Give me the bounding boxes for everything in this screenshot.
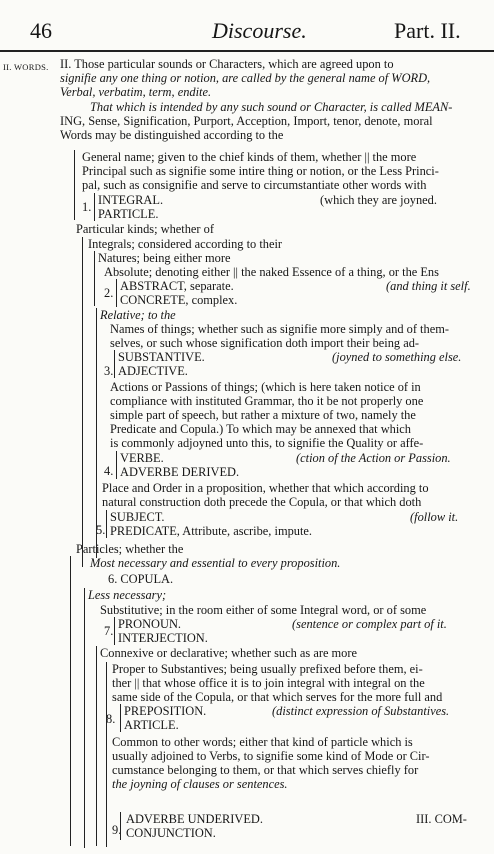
text-line: compliance with instituted Grammar, tho it be not properly one bbox=[110, 394, 424, 408]
text-line: Words may be distinguished according to the bbox=[60, 128, 284, 142]
text-line: SUBJECT. bbox=[110, 510, 165, 524]
section-number: 9. bbox=[112, 823, 122, 837]
bracket bbox=[120, 704, 121, 732]
text-line: Integrals; considered according to their bbox=[88, 237, 283, 251]
text-line: selves, or such whose signification doth import their being ad- bbox=[110, 336, 420, 350]
text-line: General name; given to the chief kinds of them, whether || the more bbox=[82, 150, 417, 164]
running-title: Discourse. bbox=[212, 18, 307, 43]
bracket bbox=[96, 646, 97, 846]
bracket bbox=[96, 308, 97, 558]
text-line: PARTICLE. bbox=[98, 207, 159, 221]
text-line: is commonly adjoyned unto this, to signifie the Quality or affe- bbox=[110, 436, 424, 450]
text-line: INTEGRAL. bbox=[98, 193, 164, 207]
bracket bbox=[106, 510, 107, 538]
text-line: ARTICLE. bbox=[124, 718, 179, 732]
text-line: PREDICATE, Attribute, ascribe, impute. bbox=[110, 524, 313, 538]
bracket bbox=[120, 812, 121, 840]
bracket bbox=[106, 662, 107, 847]
text-line: That which is intended by any such sound or Character, is called MEAN- bbox=[90, 100, 453, 114]
bracket bbox=[94, 251, 95, 306]
text-line: natural construction doth precede the Copula, or that which doth bbox=[102, 495, 422, 509]
text-line: (follow it. bbox=[410, 510, 459, 524]
text-line: (ction of the Action or Passion. bbox=[296, 451, 451, 465]
text-line: (which they are joyned. bbox=[320, 193, 437, 207]
text-line: ADVERBE DERIVED. bbox=[120, 465, 240, 479]
text-line: simple part of speech, but rather a mixture of two, namely the bbox=[110, 408, 416, 422]
text-line: Natures; being either more bbox=[98, 251, 231, 265]
text-line: Principal such as signifie some intire thing or notion, or the Less Princi- bbox=[82, 164, 439, 178]
section-number: 8. bbox=[106, 712, 116, 726]
text-line: INTERJECTION. bbox=[118, 631, 208, 645]
bracket bbox=[74, 150, 75, 220]
section-number: 1. bbox=[82, 200, 92, 214]
text-line: Most necessary and essential to every proposition. bbox=[90, 556, 341, 570]
text-line: ADJECTIVE. bbox=[118, 364, 188, 378]
text-line: (joyned to something else. bbox=[332, 350, 462, 364]
text-line: (and thing it self. bbox=[386, 279, 471, 293]
text-line: (distinct expression of Substantives. bbox=[272, 704, 450, 718]
bracket bbox=[116, 279, 117, 307]
text-line: signifie any one thing or notion, are called by the general name of WORD, bbox=[60, 71, 431, 85]
bracket bbox=[116, 451, 117, 479]
text-line: Place and Order in a proposition, whether that which according to bbox=[102, 481, 429, 495]
text-line: usually adjoined to Verbs, to signifie some kind of Mode or Cir- bbox=[112, 749, 430, 763]
bracket bbox=[82, 237, 83, 567]
text-line: Less necessary; bbox=[88, 588, 167, 602]
bracket bbox=[114, 350, 115, 378]
section-number: 5. bbox=[96, 523, 106, 537]
part-label: Part. II. bbox=[394, 18, 461, 43]
text-line: same side of the Copula, or that which serves for the more full and bbox=[112, 690, 443, 704]
text-line: Relative; to the bbox=[100, 308, 176, 322]
bracket bbox=[94, 193, 95, 221]
text-line: ABSTRACT, separate. bbox=[120, 279, 234, 293]
section-number: 2. bbox=[104, 286, 114, 300]
text-line: Connexive or declarative; whether such as are more bbox=[100, 646, 357, 660]
text-line: the joyning of clauses or sentences. bbox=[112, 777, 288, 791]
text-line: Proper to Substantives; being usually prefixed before them, ei- bbox=[112, 662, 423, 676]
text-line: VERBE. bbox=[120, 451, 164, 465]
text-line: PRONOUN. bbox=[118, 617, 181, 631]
header-rule bbox=[0, 50, 494, 52]
bracket bbox=[114, 617, 115, 645]
text-line: pal, such as consignifie and serve to circumstantiate other words with bbox=[82, 178, 427, 192]
text-line: Names of things; whether such as signifie more simply and of them- bbox=[110, 322, 449, 336]
text-line: Substitutive; in the room either of some Integral word, or of some bbox=[100, 603, 427, 617]
text-line: II. Those particular sounds or Characters, which are agreed upon to bbox=[60, 57, 394, 71]
text-line: CONJUNCTION. bbox=[126, 826, 216, 840]
text-line: Actions or Passions of things; (which is here taken notice of in bbox=[110, 380, 421, 394]
section-number: 3. bbox=[104, 364, 114, 378]
text-line: ADVERBE UNDERIVED. bbox=[126, 812, 263, 826]
text-line: Particular kinds; whether of bbox=[76, 222, 214, 236]
text-line: ther || that whose office it is to join integral with integral on the bbox=[112, 676, 425, 690]
bracket bbox=[84, 588, 85, 848]
margin-note: II. WORDS. bbox=[3, 62, 49, 72]
text-line: 6. COPULA. bbox=[108, 572, 174, 586]
text-line: SUBSTANTIVE. bbox=[118, 350, 205, 364]
text-line: III. COM- bbox=[416, 812, 467, 826]
text-line: Common to other words; either that kind of particle which is bbox=[112, 735, 413, 749]
section-number: 4. bbox=[104, 464, 114, 478]
text-line: ING, Sense, Signification, Purport, Acception, Import, tenor, denote, moral bbox=[60, 114, 433, 128]
text-line: Absolute; denoting either || the naked Essence of a thing, or the Ens bbox=[104, 265, 439, 279]
bracket bbox=[70, 556, 71, 846]
text-line: Predicate and Copula.) To which may be annexed that which bbox=[110, 422, 412, 436]
text-line: Verbal, verbatim, term, endite. bbox=[60, 85, 212, 99]
text-line: Particles; whether the bbox=[76, 542, 184, 556]
text-line: PREPOSITION. bbox=[124, 704, 207, 718]
section-number: 7. bbox=[104, 624, 114, 638]
page-number: 46 bbox=[30, 18, 52, 43]
text-line: cumstance belonging to them, or that which serves chiefly for bbox=[112, 763, 419, 777]
text-line: (sentence or complex part of it. bbox=[292, 617, 447, 631]
text-line: CONCRETE, complex. bbox=[120, 293, 238, 307]
